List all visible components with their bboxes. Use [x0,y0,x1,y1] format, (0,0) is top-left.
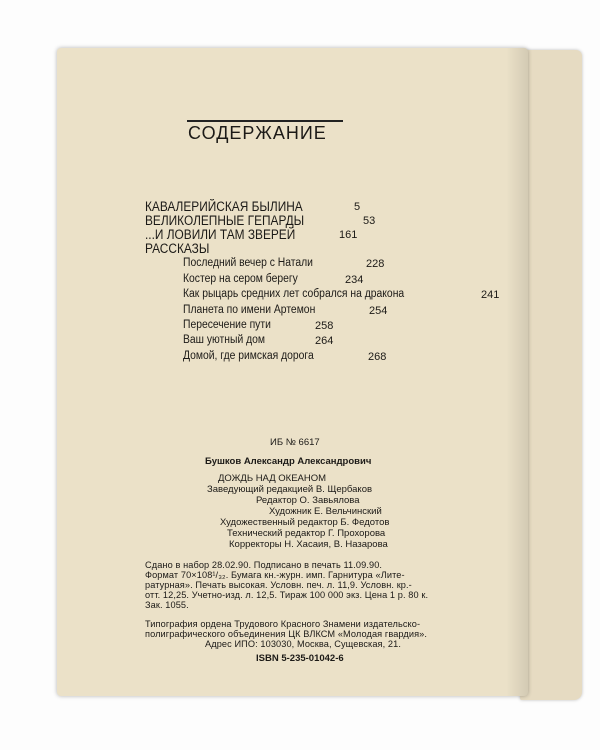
toc-entry-page: 53 [363,215,376,227]
toc-story-page: 241 [481,289,500,301]
print-detail-line: ратурная». Печать высокая. Условн. печ. л. 11,9. Условн. кр.- [145,580,412,590]
toc-story-title: Домой, где римская дорога [183,350,314,362]
toc-story-page: 258 [315,320,334,332]
toc-story-title: Последний вечер с Натали [183,257,313,269]
toc-entry-page: 161 [339,229,358,241]
toc-story-page: 254 [369,305,388,317]
print-detail-line: Зак. 1055. [145,600,189,610]
heading-rule [187,120,343,122]
printer-line: Адрес ИПО: 103030, Москва, Сущевская, 21. [205,639,401,649]
toc-entry-title: ВЕЛИКОЛЕПНЫЕ ГЕПАРДЫ [145,213,305,228]
toc-story-title: Как рыцарь средних лет собрался на дракона [183,288,405,300]
print-detail-line: отт. 12,25. Учетно-изд. л. 12,5. Тираж 100 000 экз. Цена 1 р. 80 к. [145,590,429,600]
toc-entry-title: ...И ЛОВИЛИ ТАМ ЗВЕРЕЙ [145,227,296,242]
credit-line: Технический редактор Г. Прохорова [227,528,386,539]
toc-story-page: 228 [366,258,385,270]
credit-line: Корректоры Н. Хасаия, В. Назарова [229,539,388,550]
credit-line: Заведующий редакцией В. Щербаков [207,484,373,495]
toc-entry-title: КАВАЛЕРИЙСКАЯ БЫЛИНА [145,199,303,214]
isbn: ISBN 5-235-01042-6 [256,653,344,664]
toc-story-page: 264 [315,335,334,347]
printer-line: полиграфического объединения ЦК ВЛКСМ «Молодая гвардия». [145,629,428,639]
toc-story-title: Планета по имени Артемон [183,304,316,316]
adjacent-page [520,50,582,700]
toc-story-page: 268 [368,351,387,363]
toc-entry-page: 5 [354,201,361,213]
printer-line: Типография ордена Трудового Красного Знамени издательско- [145,619,421,629]
credit-line: Редактор О. Завьялова [256,495,360,506]
toc-story-title: Костер на сером берегу [183,273,298,285]
print-detail-line: Формат 70×108¹/₃₂. Бумага кн.-журн. имп. Гарнитура «Лите- [145,570,405,580]
credit-line: Художник Е. Вельчинский [269,506,382,517]
toc-story-title: Пересечение пути [183,319,271,331]
author-name: Бушков Александр Александрович [205,456,372,467]
book-page [57,48,528,696]
ib-number: ИБ № 6617 [270,437,320,448]
book-title: ДОЖДЬ НАД ОКЕАНОМ [218,473,327,484]
contents-heading: СОДЕРЖАНИЕ [188,123,327,143]
toc-section-heading: РАССКАЗЫ [145,241,210,256]
page-shadow [506,48,528,696]
credit-line: Художественный редактор Б. Федотов [220,517,390,528]
print-detail-line: Сдано в набор 28.02.90. Подписано в печать 11.09.90. [145,560,383,570]
toc-story-page: 234 [345,274,364,286]
toc-story-title: Ваш уютный дом [183,334,266,346]
